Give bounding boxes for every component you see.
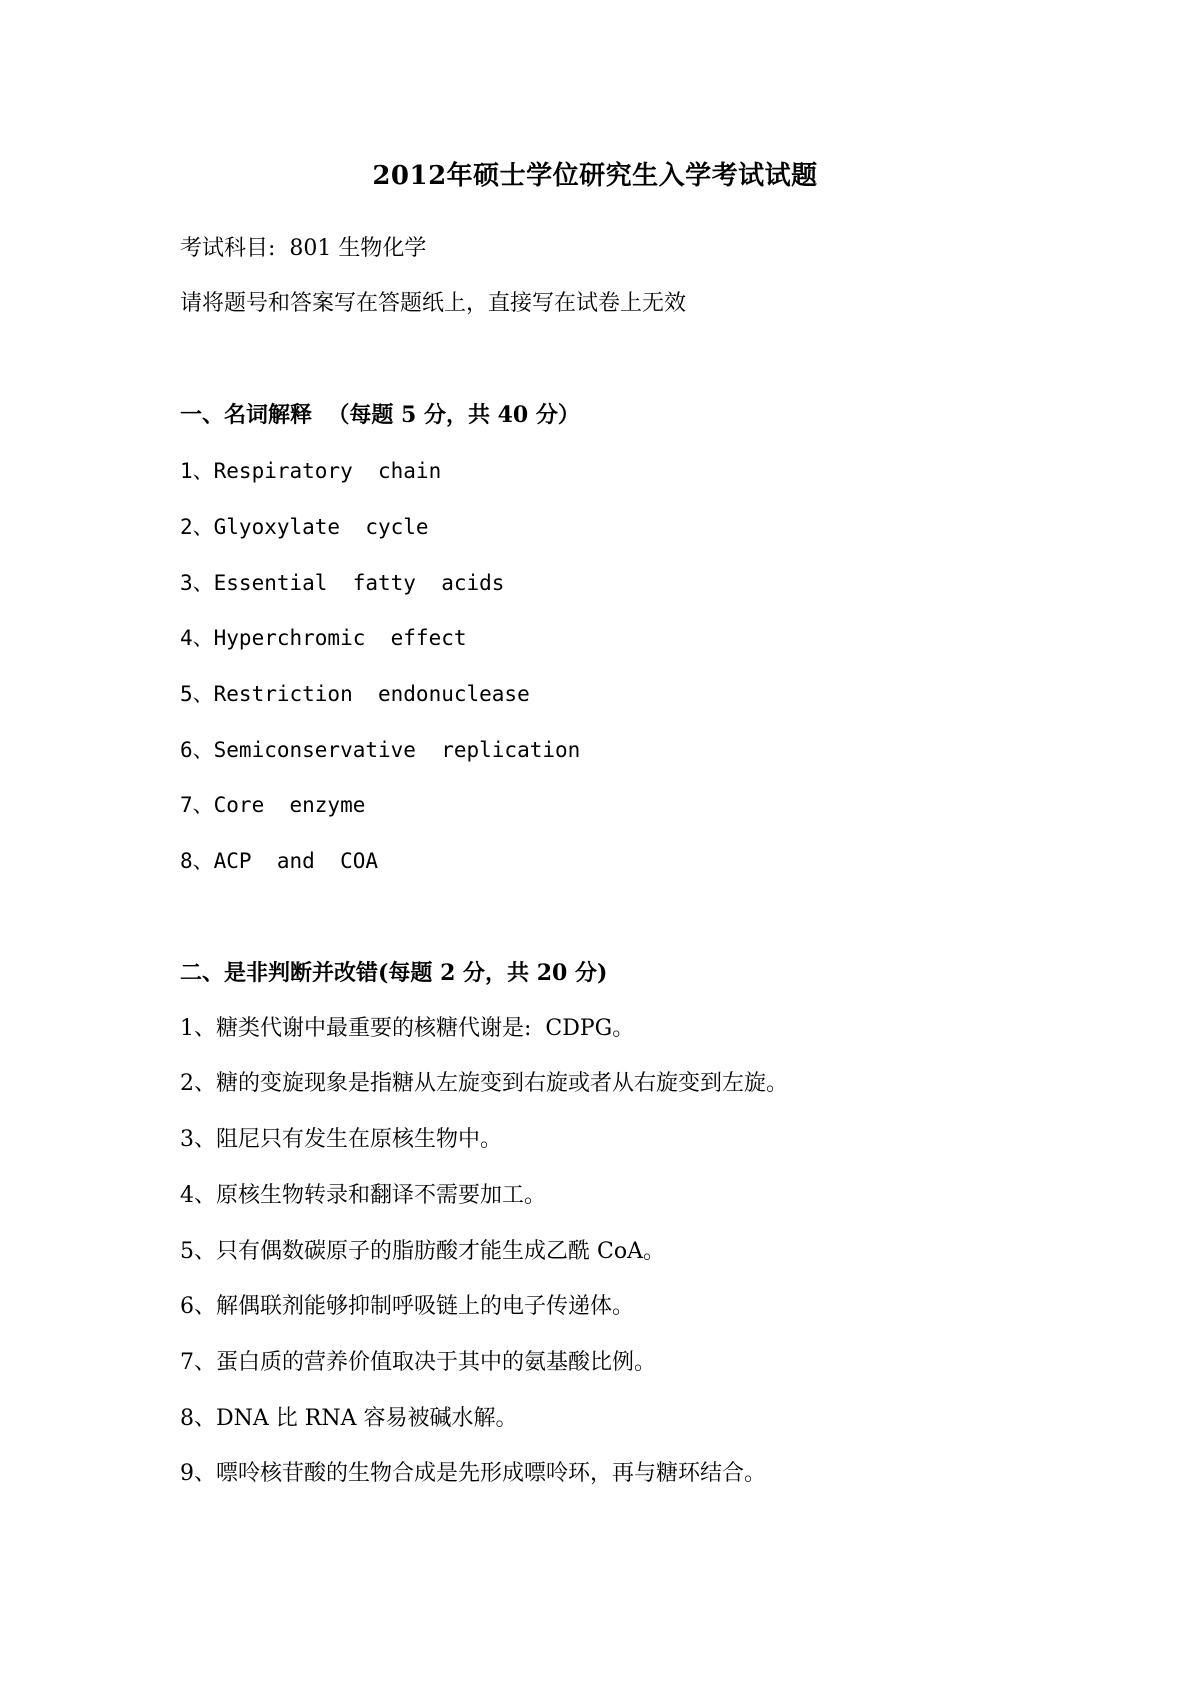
- term-item: 3、Essential fatty acids: [180, 571, 505, 595]
- judgment-item: 9、嘌呤核苷酸的生物合成是先形成嘌呤环，再与糖环结合。: [180, 1461, 766, 1486]
- exam-subject: 考试科目: 801 生物化学: [180, 236, 427, 261]
- term-item: 4、Hyperchromic effect: [180, 626, 467, 650]
- section-1-heading: 一、名词解释 （每题 5 分，共 40 分）: [180, 402, 580, 428]
- term-item: 8、ACP and COA: [180, 849, 379, 873]
- judgment-item: 8、DNA 比 RNA 容易被碱水解。: [180, 1406, 518, 1431]
- term-item: 6、Semiconservative replication: [180, 738, 581, 762]
- judgment-item: 1、糖类代谢中最重要的核糖代谢是: CDPG。: [180, 1016, 635, 1041]
- section-2-heading: 二、是非判断并改错(每题 2 分，共 20 分): [180, 960, 608, 986]
- term-item: 2、Glyoxylate cycle: [180, 515, 429, 539]
- exam-instruction: 请将题号和答案写在答题纸上，直接写在试卷上无效: [180, 291, 687, 316]
- judgment-item: 6、解偶联剂能够抑制呼吸链上的电子传递体。: [180, 1294, 634, 1319]
- judgment-item: 4、原核生物转录和翻译不需要加工。: [180, 1183, 546, 1208]
- judgment-item: 7、蛋白质的营养价值取决于其中的氨基酸比例。: [180, 1350, 656, 1375]
- term-item: 1、Respiratory chain: [180, 459, 442, 483]
- page-title: 2012年硕士学位研究生入学考试试题: [372, 161, 818, 191]
- judgment-item: 3、阻尼只有发生在原核生物中。: [180, 1127, 502, 1152]
- term-item: 5、Restriction endonuclease: [180, 682, 530, 706]
- term-item: 7、Core enzyme: [180, 793, 366, 817]
- judgment-item: 2、糖的变旋现象是指糖从左旋变到右旋或者从右旋变到左旋。: [180, 1071, 788, 1096]
- judgment-item: 5、只有偶数碳原子的脂肪酸才能生成乙酰 CoA。: [180, 1239, 665, 1264]
